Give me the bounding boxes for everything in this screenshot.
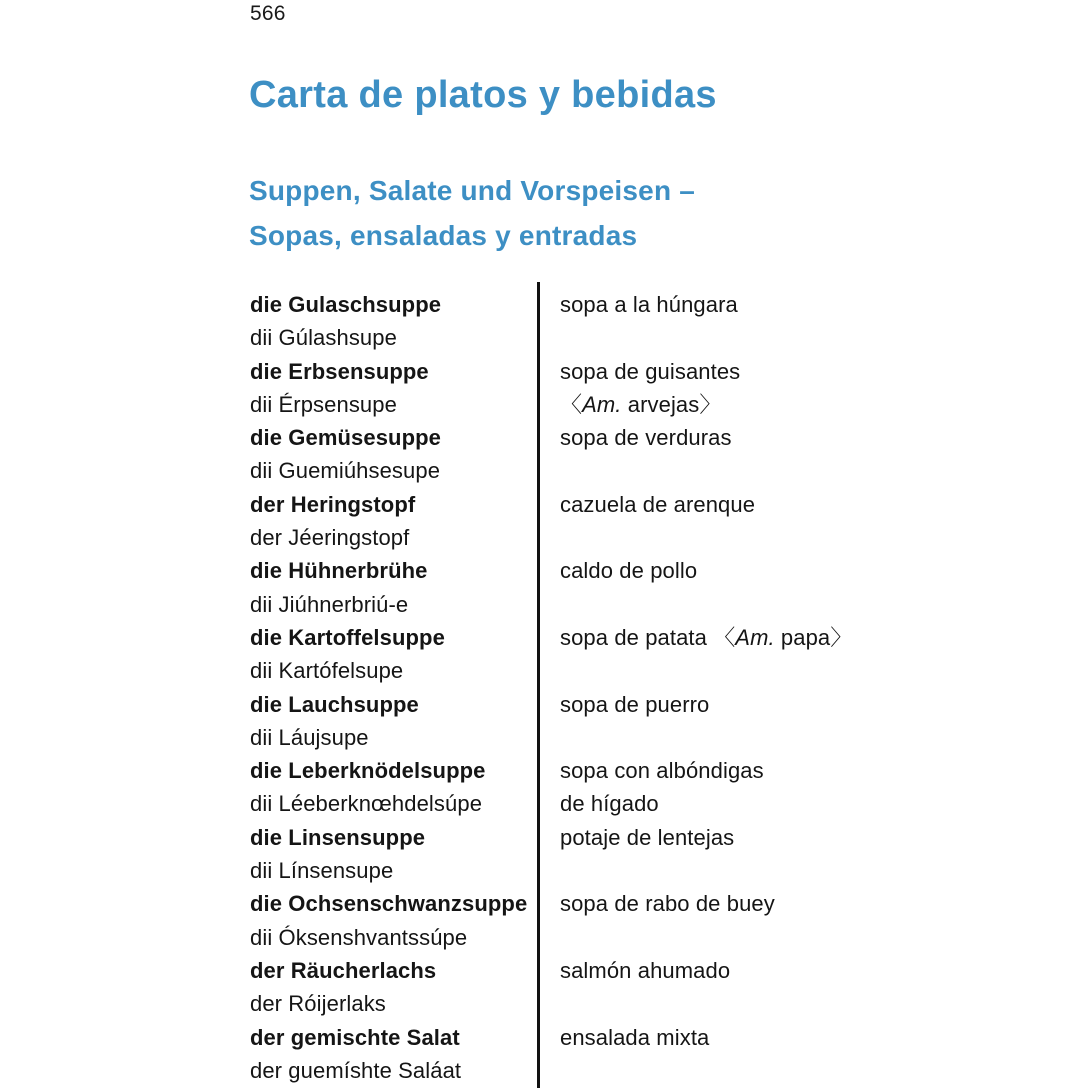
section-heading-line-2: Sopas, ensaladas y entradas — [249, 220, 638, 251]
entry-headword: der Heringstopf — [250, 491, 416, 517]
spacer-line — [560, 521, 1060, 554]
entry-pronunciation: dii Línsensupe — [250, 858, 394, 884]
regional-marker: sopa de patata 〈Am. papa〉 — [560, 624, 853, 650]
entry-pronunciation: dii Érpsensupe — [250, 391, 397, 417]
translation-line: salmón ahumado — [560, 957, 731, 983]
entry-headword: der gemischte Salat — [250, 1024, 460, 1050]
entry-headword: der Räucherlachs — [250, 957, 437, 983]
entry-headword: die Linsensuppe — [250, 824, 426, 850]
translation-line: ensalada mixta — [560, 1024, 710, 1050]
regional-marker: 〈Am. arvejas〉 — [560, 391, 722, 417]
entry-pronunciation: dii Guemiúhsesupe — [250, 458, 441, 484]
translation-line: potaje de lentejas — [560, 824, 735, 850]
entry-pronunciation: der Jéeringstopf — [250, 525, 410, 551]
translation-with-regional-marker — [560, 621, 1060, 654]
spacer-line — [560, 454, 1060, 487]
spacer-line — [560, 987, 1060, 1020]
spacer-line — [560, 1054, 1060, 1087]
entry-headword: die Lauchsuppe — [250, 691, 419, 717]
section-heading-line-1: Suppen, Salate und Vorspeisen – — [249, 175, 696, 206]
translation-line: cazuela de arenque — [560, 491, 756, 517]
translation-line: sopa de verduras — [560, 425, 732, 451]
translation-line: caldo de pollo — [560, 558, 698, 584]
german-column — [250, 288, 528, 1087]
page-number: 566 — [250, 2, 286, 25]
spacer-line — [560, 854, 1060, 887]
translation-line: sopa de rabo de buey — [560, 891, 775, 917]
spacer-line — [560, 588, 1060, 621]
entry-headword: die Leberknödelsuppe — [250, 758, 486, 784]
entry-headword: die Hühnerbrühe — [250, 558, 428, 584]
section-heading — [249, 168, 695, 258]
entry-headword: die Erbsensuppe — [250, 358, 429, 384]
entry-headword: die Kartoffelsuppe — [250, 624, 445, 650]
entry-columns — [0, 288, 1088, 1088]
page-title: Carta de platos y bebidas — [249, 74, 717, 116]
column-divider-rule — [537, 282, 540, 1088]
spacer-line — [560, 721, 1060, 754]
translation-line: sopa de guisantes — [560, 358, 741, 384]
entry-pronunciation: der Róijerlaks — [250, 991, 386, 1017]
entry-pronunciation: der guemíshte Saláat — [250, 1057, 462, 1083]
translation-line: de hígado — [560, 791, 659, 817]
entry-pronunciation: dii Jiúhnerbriú-e — [250, 591, 409, 617]
translation-line: sopa de puerro — [560, 691, 710, 717]
entry-headword: die Gemüsesuppe — [250, 425, 442, 451]
entry-pronunciation: dii Léeberknœhdelsúpe — [250, 791, 483, 817]
translation-line: sopa con albóndigas — [560, 758, 764, 784]
entry-pronunciation: dii Kartófelsupe — [250, 658, 404, 684]
translation-with-regional-marker — [560, 388, 1060, 421]
entry-pronunciation: dii Óksenshvantssúpe — [250, 924, 468, 950]
translation-line: sopa a la húngara — [560, 292, 738, 317]
spacer-line — [560, 921, 1060, 954]
entry-pronunciation: dii Láujsupe — [250, 724, 369, 750]
entry-pronunciation: dii Gúlashsupe — [250, 325, 397, 351]
spacer-line — [560, 654, 1060, 687]
entry-headword: die Ochsenschwanzsuppe — [250, 891, 528, 917]
spanish-column — [560, 288, 1060, 1087]
spacer-line — [560, 321, 1060, 354]
entry-headword: die Gulaschsuppe — [250, 292, 442, 317]
